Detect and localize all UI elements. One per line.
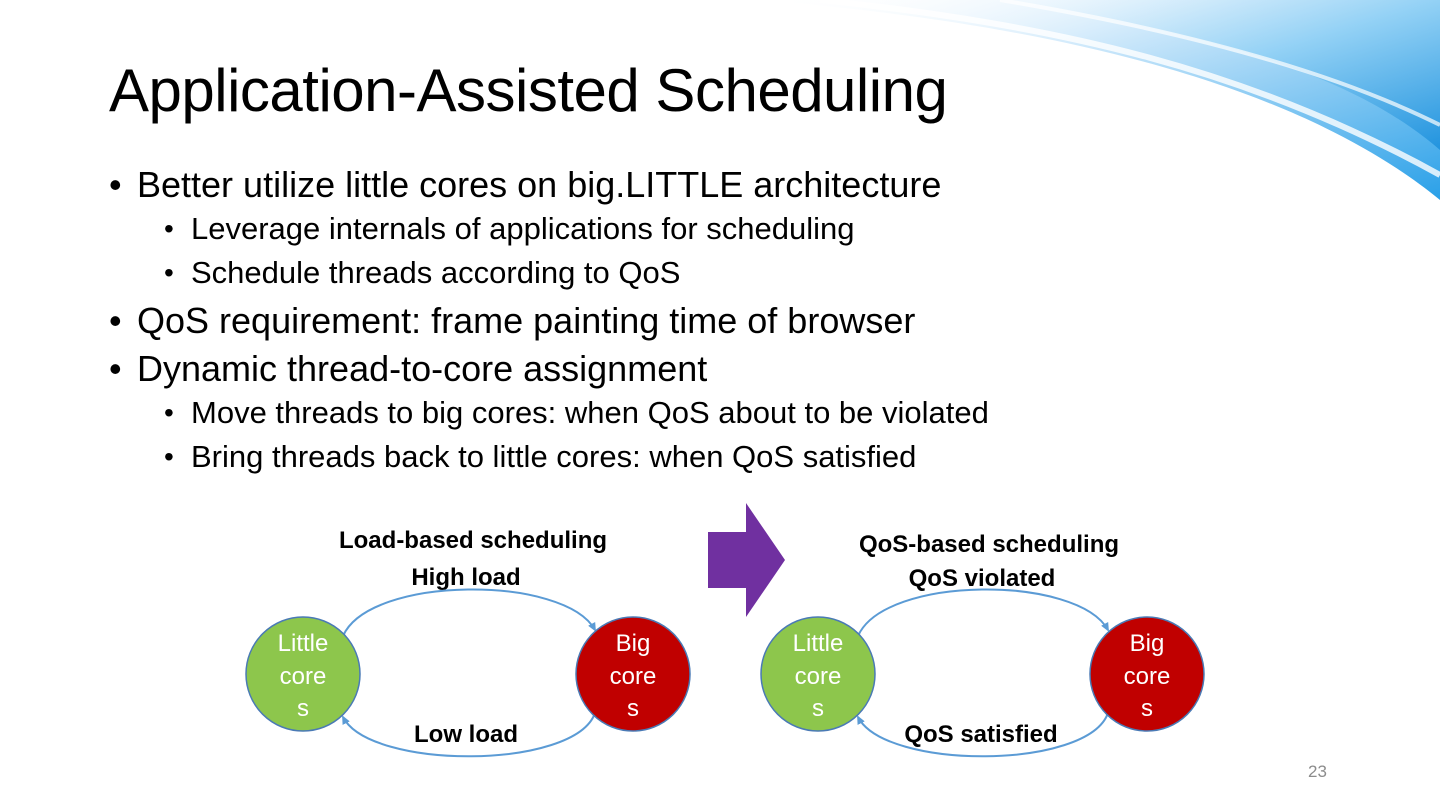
bullet-item: • Dynamic thread-to-core assignment — [109, 347, 989, 391]
big-node-line: Big — [1129, 630, 1165, 657]
sub-bullet-item: • Leverage internals of applications for scheduling — [109, 207, 989, 251]
little-node-line: s — [297, 695, 309, 722]
bullet-item: • Better utilize little cores on big.LITTLE architecture — [109, 163, 989, 207]
big-node-line: Big — [615, 630, 651, 657]
little-node-line: Little — [277, 630, 329, 657]
load-based-heading: Load-based scheduling — [338, 527, 608, 554]
page-number: 23 — [1308, 762, 1327, 781]
low-load-label: Low load — [414, 721, 518, 748]
high-load-label: High load — [411, 564, 521, 591]
big-node-line: core — [1123, 663, 1171, 690]
qos-based-heading: QoS-based scheduling — [858, 531, 1120, 558]
bullet-item: • QoS requirement: frame painting time of browser — [109, 299, 989, 343]
little-node-line: Little — [792, 630, 844, 657]
little-node-line: s — [812, 695, 824, 722]
little-node-line: core — [279, 663, 327, 690]
qos-violated-label: QoS violated — [908, 565, 1056, 592]
high-load-arrow — [343, 589, 595, 636]
big-node-line: core — [609, 663, 657, 690]
big-node-line: s — [627, 695, 639, 722]
little-node-line: core — [794, 663, 842, 690]
transition-arrow-icon — [708, 503, 785, 617]
sub-bullet-item: • Move threads to big cores: when QoS about to be violated — [109, 391, 989, 435]
slide-title: Application-Assisted Scheduling — [109, 57, 948, 124]
qos-satisfied-label: QoS satisfied — [904, 721, 1058, 748]
sub-bullet-item: • Bring threads back to little cores: when QoS satisfied — [109, 435, 989, 479]
sub-bullet-item: • Schedule threads according to QoS — [109, 251, 989, 295]
big-node-line: s — [1141, 695, 1153, 722]
qos-violated-arrow — [858, 589, 1108, 636]
